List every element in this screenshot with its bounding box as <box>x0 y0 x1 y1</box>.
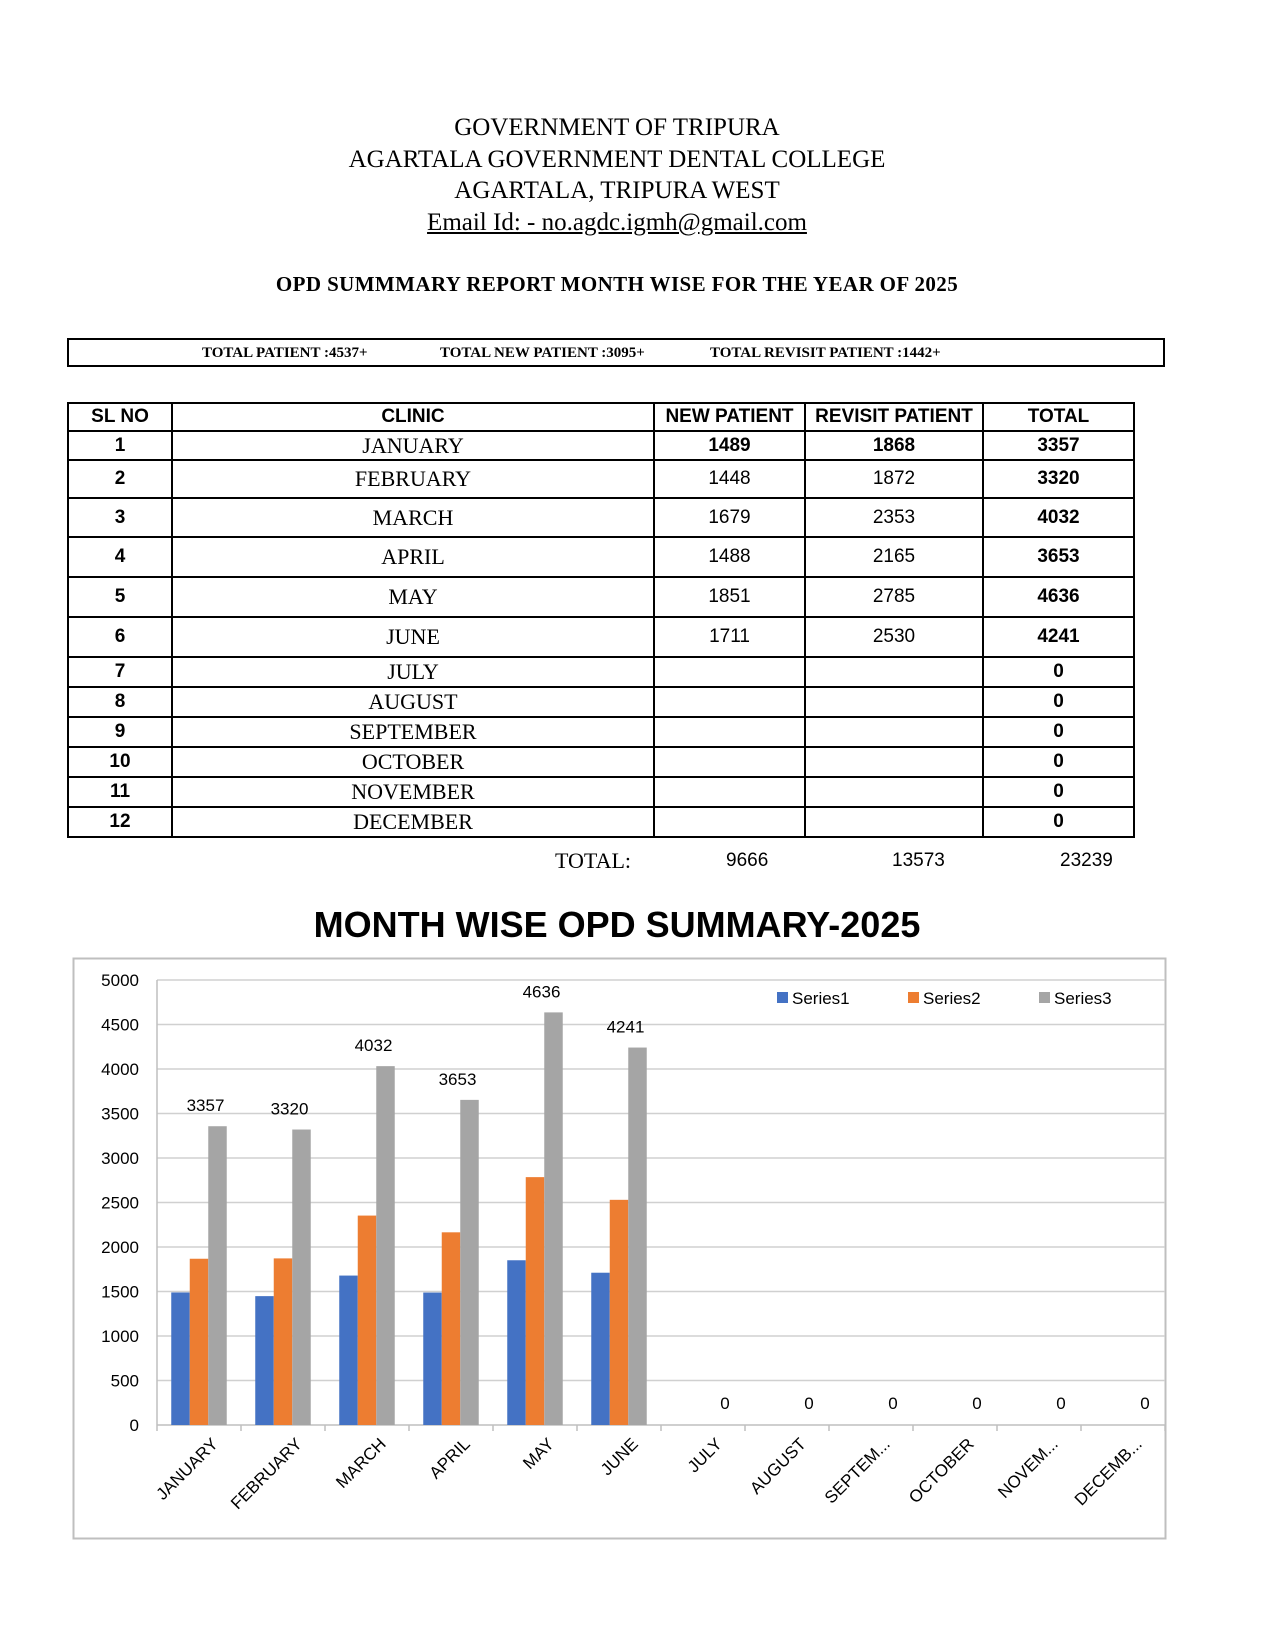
cell-new: 1489 <box>654 431 805 460</box>
y-tick-label: 3000 <box>101 1149 139 1168</box>
legend-label-series3: Series3 <box>1054 989 1112 1008</box>
bar-series3 <box>544 1012 563 1425</box>
cell-total: 0 <box>983 807 1134 837</box>
data-label: 0 <box>720 1394 730 1413</box>
bar-series1 <box>591 1273 610 1425</box>
data-label: 0 <box>1140 1394 1150 1413</box>
x-category-label: APRIL <box>425 1434 474 1483</box>
y-tick-label: 0 <box>129 1416 139 1435</box>
x-category-label: OCTOBER <box>905 1434 978 1508</box>
cell-revisit: 2530 <box>805 617 983 657</box>
cell-revisit: 1872 <box>805 460 983 498</box>
bar-series2 <box>358 1216 377 1425</box>
x-category-label: NOVEM... <box>994 1434 1062 1502</box>
cell-clinic: JUNE <box>172 617 654 657</box>
chart-title: MONTH WISE OPD SUMMARY-2025 <box>313 904 921 945</box>
header-location: AGARTALA, TRIPURA WEST <box>454 177 780 204</box>
bar-series1 <box>339 1276 358 1425</box>
cell-total: 4032 <box>983 498 1134 537</box>
data-label: 0 <box>888 1394 898 1413</box>
cell-total: 0 <box>983 687 1134 717</box>
cell-revisit: 2165 <box>805 537 983 577</box>
bar-series1 <box>171 1292 190 1425</box>
data-label: 4032 <box>354 1036 393 1056</box>
cell-sl: 7 <box>68 657 172 687</box>
totals-total: 23239 <box>1060 850 1113 871</box>
totals-label: TOTAL: <box>555 848 632 873</box>
bar-series1 <box>507 1260 526 1425</box>
cell-sl: 3 <box>68 498 172 537</box>
y-tick-label: 2000 <box>101 1238 139 1257</box>
cell-revisit: 2353 <box>805 498 983 537</box>
cell-clinic: FEBRUARY <box>172 460 654 498</box>
x-category-label: AUGUST <box>746 1434 810 1498</box>
header-email: Email Id: - no.agdc.igmh@gmail.com <box>427 208 807 236</box>
y-tick-label: 1500 <box>101 1282 139 1302</box>
header-total: TOTAL <box>983 403 1134 431</box>
cell-sl: 6 <box>68 617 172 657</box>
summary-total-revisit-patient: TOTAL REVISIT PATIENT :1442+ <box>710 345 941 361</box>
cell-new: 1488 <box>654 537 805 577</box>
y-tick-label: 500 <box>110 1371 139 1391</box>
x-category-label: JANUARY <box>152 1434 222 1504</box>
cell-sl: 8 <box>68 687 172 717</box>
totals-new: 9666 <box>726 850 769 871</box>
data-label: 4241 <box>606 1017 645 1037</box>
x-category-label: MAY <box>519 1434 558 1473</box>
cell-new: 1448 <box>654 460 805 498</box>
y-tick-label: 4500 <box>101 1015 139 1035</box>
x-category-label: DECEMB... <box>1070 1434 1146 1510</box>
data-label: 0 <box>972 1394 982 1413</box>
cell-new: 1711 <box>654 617 805 657</box>
header-government: GOVERNMENT OF TRIPURA <box>454 114 780 141</box>
cell-total: 3320 <box>983 460 1134 498</box>
summary-total-new-patient: TOTAL NEW PATIENT :3095+ <box>440 345 645 361</box>
bar-series3 <box>628 1048 647 1425</box>
legend-swatch-series1 <box>777 992 788 1003</box>
cell-sl: 11 <box>68 777 172 807</box>
cell-total: 4636 <box>983 577 1134 617</box>
cell-total: 0 <box>983 717 1134 747</box>
bar-series3 <box>292 1130 311 1425</box>
bar-series1 <box>255 1296 274 1425</box>
bar-series3 <box>376 1066 395 1425</box>
cell-clinic: AUGUST <box>172 687 654 717</box>
cell-sl: 10 <box>68 747 172 777</box>
cell-clinic: MAY <box>172 577 654 617</box>
x-category-label: JUNE <box>596 1434 642 1480</box>
cell-total: 0 <box>983 777 1134 807</box>
data-label: 3357 <box>186 1096 225 1116</box>
y-tick-label: 3500 <box>101 1104 139 1124</box>
cell-sl: 4 <box>68 537 172 577</box>
legend-swatch-series2 <box>908 992 919 1003</box>
cell-new: 1851 <box>654 577 805 617</box>
header-clinic: CLINIC <box>172 403 654 431</box>
bar-series2 <box>190 1259 209 1425</box>
x-category-label: JULY <box>683 1434 726 1477</box>
cell-clinic: SEPTEMBER <box>172 717 654 747</box>
x-category-label: SEPTEM... <box>820 1434 894 1508</box>
cell-sl: 1 <box>68 431 172 460</box>
data-label: 3320 <box>270 1099 309 1119</box>
data-label: 3653 <box>438 1069 477 1089</box>
y-tick-label: 5000 <box>101 971 139 990</box>
cell-total: 0 <box>983 747 1134 777</box>
legend-swatch-series3 <box>1039 992 1050 1003</box>
x-category-label: FEBRUARY <box>227 1434 306 1514</box>
legend-label-series2: Series2 <box>923 989 981 1008</box>
y-tick-label: 4000 <box>101 1060 139 1079</box>
header-new-patient: NEW PATIENT <box>654 403 805 431</box>
cell-clinic: JANUARY <box>172 431 654 460</box>
x-category-label: MARCH <box>332 1434 390 1492</box>
cell-total: 4241 <box>983 617 1134 657</box>
header-revisit-patient: REVISIT PATIENT <box>805 403 983 431</box>
bar-series3 <box>208 1126 227 1425</box>
cell-clinic: JULY <box>172 657 654 687</box>
y-tick-label: 1000 <box>101 1327 139 1346</box>
summary-total-patient: TOTAL PATIENT :4537+ <box>202 345 368 361</box>
bar-series2 <box>526 1177 545 1425</box>
bar-series1 <box>423 1293 442 1425</box>
cell-total: 3653 <box>983 537 1134 577</box>
cell-clinic: DECEMBER <box>172 807 654 837</box>
cell-clinic: NOVEMBER <box>172 777 654 807</box>
data-label: 0 <box>804 1394 814 1413</box>
legend-label-series1: Series1 <box>792 989 850 1008</box>
cell-clinic: MARCH <box>172 498 654 537</box>
cell-total: 3357 <box>983 431 1134 460</box>
data-label: 0 <box>1056 1394 1066 1413</box>
bar-series3 <box>460 1100 479 1425</box>
cell-revisit: 1868 <box>805 431 983 460</box>
bar-series2 <box>442 1232 461 1425</box>
header-college: AGARTALA GOVERNMENT DENTAL COLLEGE <box>348 145 886 173</box>
cell-sl: 9 <box>68 717 172 747</box>
cell-total: 0 <box>983 657 1134 687</box>
cell-clinic: APRIL <box>172 537 654 577</box>
cell-new: 1679 <box>654 498 805 537</box>
cell-sl: 12 <box>68 807 172 837</box>
header-sl-no: SL NO <box>68 403 172 431</box>
totals-revisit: 13573 <box>892 850 945 871</box>
bar-series2 <box>274 1258 293 1425</box>
bar-series2 <box>610 1200 629 1425</box>
cell-revisit: 2785 <box>805 577 983 617</box>
data-label: 4636 <box>522 982 561 1002</box>
cell-sl: 5 <box>68 577 172 617</box>
y-tick-label: 2500 <box>101 1193 139 1213</box>
cell-clinic: OCTOBER <box>172 747 654 777</box>
report-title: OPD SUMMMARY REPORT MONTH WISE FOR THE YEAR OF 2025 <box>275 272 959 296</box>
cell-sl: 2 <box>68 460 172 498</box>
